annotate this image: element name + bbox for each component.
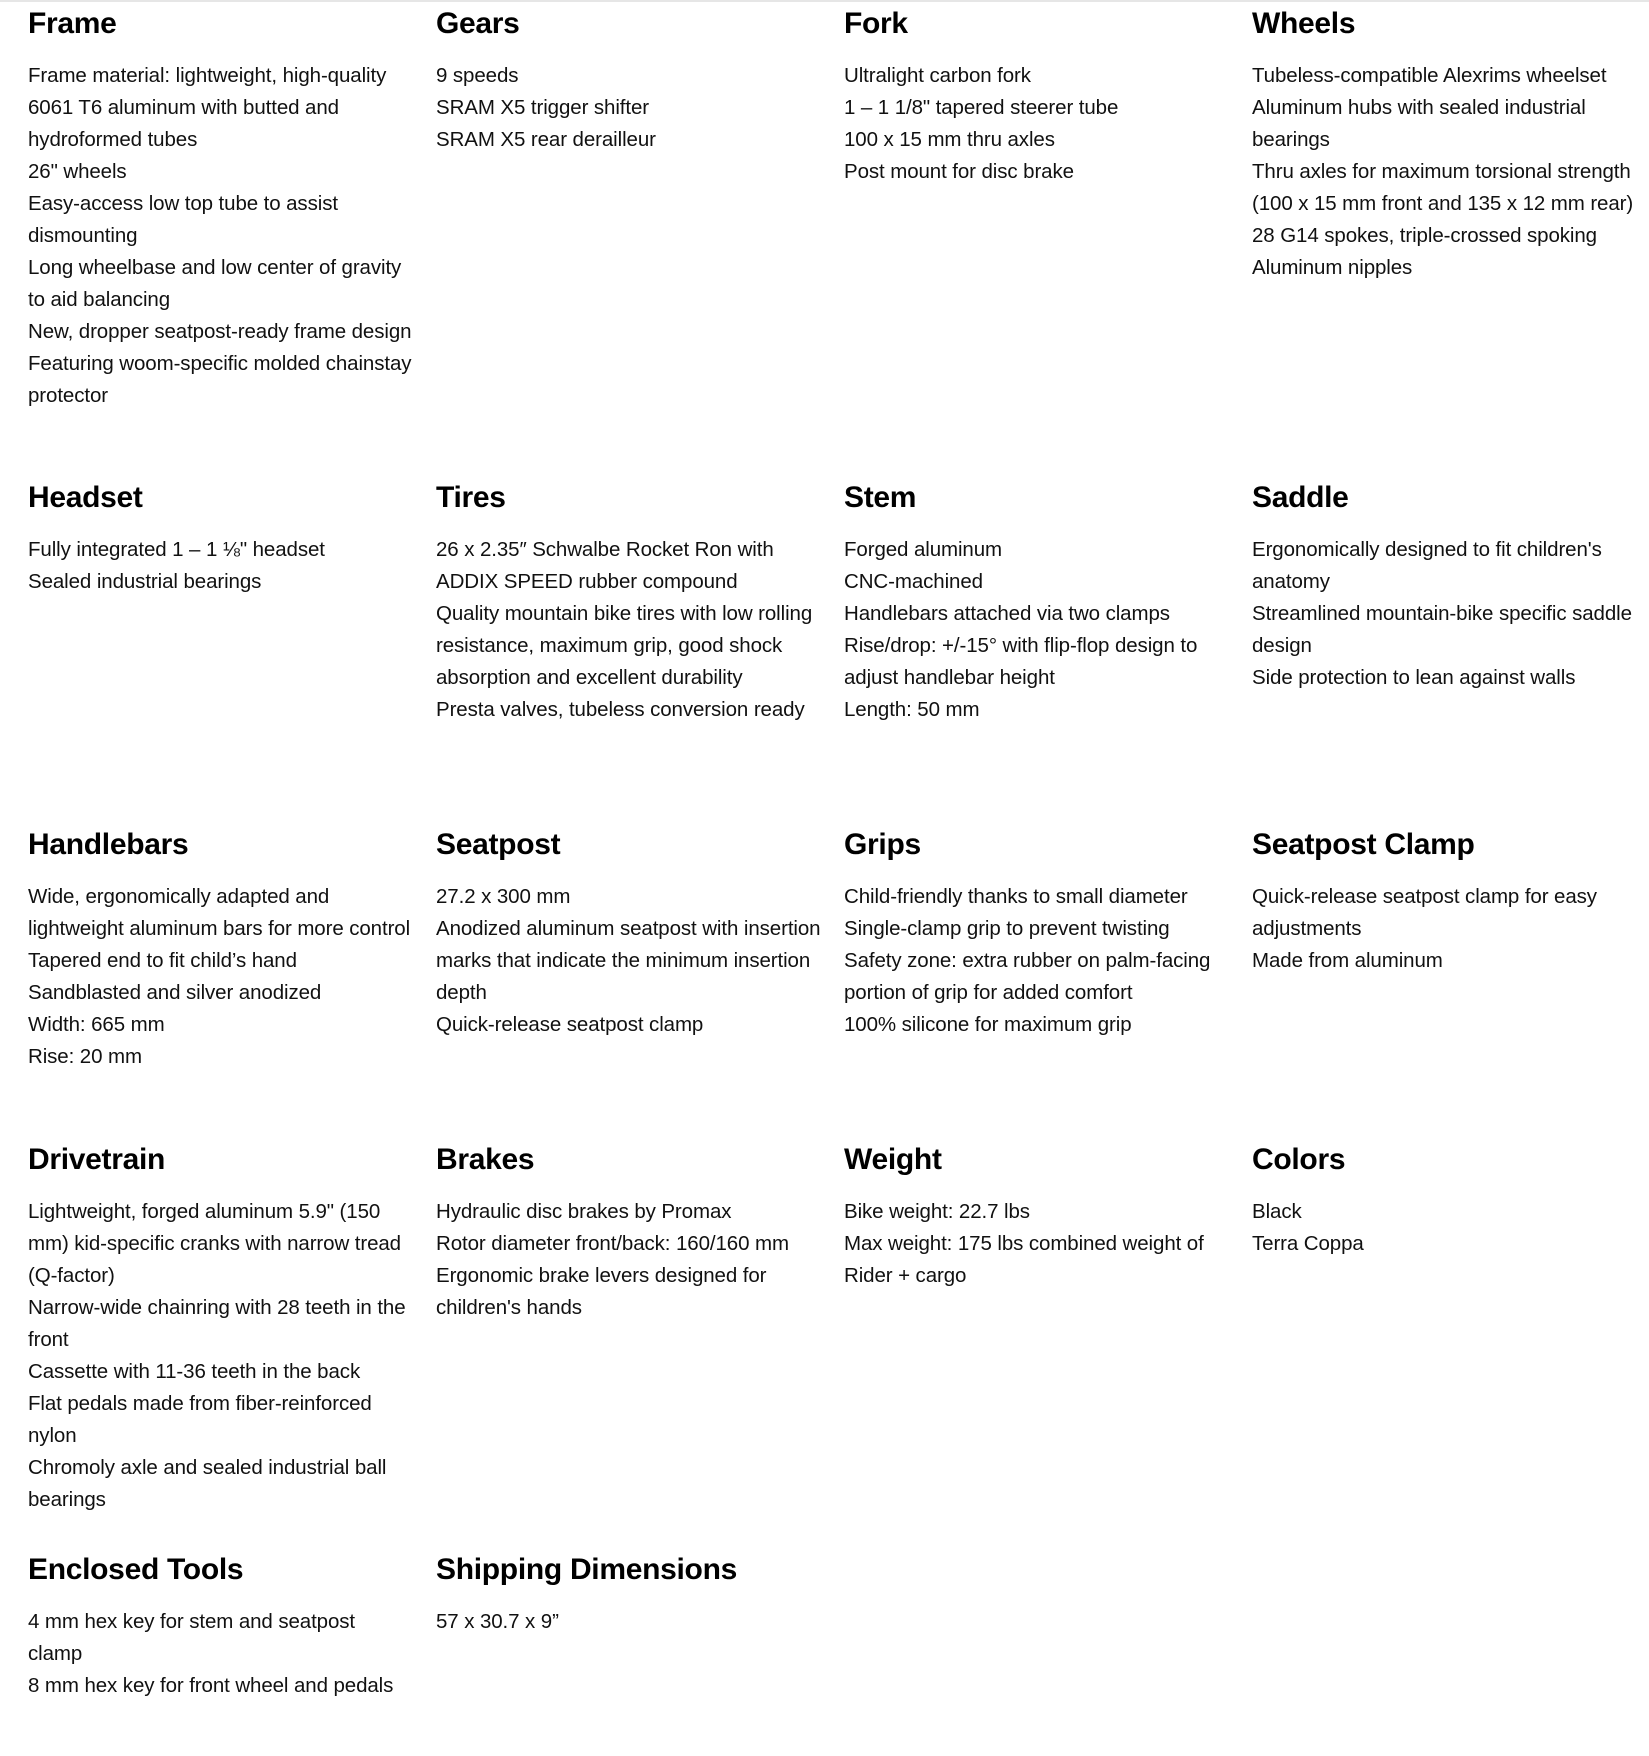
spec-list <box>436 1606 821 1638</box>
spec-item: Featuring woom-specific molded chainstay protector <box>28 352 412 407</box>
spec-item: Side protection to lean against walls <box>1252 666 1576 689</box>
spec-item: Aluminum nipples <box>1252 256 1413 279</box>
spec-item: Long wheelbase and low center of gravity to aid balancing <box>28 256 402 311</box>
spec-list <box>28 60 413 412</box>
spec-section-colors <box>1252 1138 1637 1260</box>
spec-list <box>1252 881 1637 977</box>
section-title: Headset <box>28 481 143 514</box>
spec-item: Tubeless-compatible Alexrims wheelset <box>1252 64 1607 87</box>
spec-item: Rise/drop: +/-15° with flip-flop design to adjust handlebar height <box>844 634 1198 689</box>
spec-item: Child-friendly thanks to small diameter <box>844 885 1188 908</box>
spec-item: SRAM X5 trigger shifter <box>436 96 650 119</box>
spec-item: Rise: 20 mm <box>28 1045 142 1068</box>
spec-list <box>844 534 1229 726</box>
spec-item: Ergonomic brake levers designed for children's hands <box>436 1264 767 1319</box>
spec-item: Rotor diameter front/back: 160/160 mm <box>436 1232 789 1255</box>
spec-item: 26" wheels <box>28 160 127 183</box>
section-title: Handlebars <box>28 828 189 861</box>
section-title: Seatpost <box>436 828 561 861</box>
spec-item: Ergonomically designed to fit children's anatomy <box>1252 538 1602 593</box>
section-title: Saddle <box>1252 481 1349 514</box>
spec-item: CNC-machined <box>844 570 983 593</box>
section-title: Enclosed Tools <box>28 1553 244 1586</box>
spec-section-grips <box>844 823 1229 1041</box>
spec-list <box>1252 60 1637 284</box>
spec-item: Easy-access low top tube to assist dismounting <box>28 192 338 247</box>
spec-list <box>844 881 1229 1041</box>
section-title: Frame <box>28 7 117 40</box>
spec-item: Frame material: lightweight, high-quality 6061 T6 aluminum with butted and hydroformed tubes <box>28 64 387 151</box>
spec-item: Post mount for disc brake <box>844 160 1074 183</box>
spec-item: Width: 665 mm <box>28 1013 165 1036</box>
section-title: Tires <box>436 481 506 514</box>
spec-list <box>436 881 821 1041</box>
spec-item: SRAM X5 rear derailleur <box>436 128 656 151</box>
spec-item: 100 x 15 mm thru axles <box>844 128 1055 151</box>
spec-list <box>436 534 821 726</box>
spec-item: 8 mm hex key for front wheel and pedals <box>28 1674 394 1697</box>
spec-item: Narrow-wide chainring with 28 teeth in the front <box>28 1296 406 1351</box>
spec-item: Quick-release seatpost clamp for easy adjustments <box>1252 885 1597 940</box>
spec-item: Terra Coppa <box>1252 1232 1364 1255</box>
spec-item: Anodized aluminum seatpost with insertion marks that indicate the minimum insertion depth <box>436 917 821 1004</box>
spec-item: 27.2 x 300 mm <box>436 885 571 908</box>
spec-item: Forged aluminum <box>844 538 1003 561</box>
spec-list <box>28 1606 413 1702</box>
spec-section-brakes <box>436 1138 821 1324</box>
spec-section-fork <box>844 2 1229 188</box>
spec-item: Flat pedals made from fiber-reinforced nylon <box>28 1392 372 1447</box>
spec-item: Sandblasted and silver anodized <box>28 981 322 1004</box>
spec-section-shipping-dimensions <box>436 1548 821 1638</box>
section-title: Brakes <box>436 1143 535 1176</box>
spec-item: Aluminum hubs with sealed industrial bearings <box>1252 96 1586 151</box>
spec-list <box>28 881 413 1073</box>
spec-section-headset <box>28 476 413 598</box>
spec-item: Hydraulic disc brakes by Promax <box>436 1200 732 1223</box>
section-title: Fork <box>844 7 908 40</box>
spec-item: 28 G14 spokes, triple-crossed spoking <box>1252 224 1597 247</box>
spec-item: Thru axles for maximum torsional strength (100 x 15 mm front and 135 x 12 mm rear) <box>1252 160 1634 215</box>
spec-item: Streamlined mountain-bike specific saddle design <box>1252 602 1632 657</box>
spec-item: 100% silicone for maximum grip <box>844 1013 1132 1036</box>
spec-item: Single-clamp grip to prevent twisting <box>844 917 1170 940</box>
spec-list <box>28 1196 413 1516</box>
spec-section-drivetrain <box>28 1138 413 1516</box>
section-title: Gears <box>436 7 520 40</box>
spec-item: Sealed industrial bearings <box>28 570 262 593</box>
spec-item: 26 x 2.35″ Schwalbe Rocket Ron with ADDIX SPEED rubber compound <box>436 538 774 593</box>
spec-section-weight <box>844 1138 1229 1292</box>
spec-section-frame <box>28 2 413 412</box>
section-title: Colors <box>1252 1143 1346 1176</box>
spec-item: Wide, ergonomically adapted and lightweight aluminum bars for more control <box>28 885 411 940</box>
spec-list <box>436 60 821 156</box>
section-title: Grips <box>844 828 921 861</box>
spec-item: Black <box>1252 1200 1302 1223</box>
spec-item: Max weight: 175 lbs combined weight of Rider + cargo <box>844 1232 1204 1287</box>
spec-item: 9 speeds <box>436 64 519 87</box>
spec-item: Made from aluminum <box>1252 949 1443 972</box>
spec-list <box>844 1196 1229 1292</box>
spec-item: New, dropper seatpost-ready frame design <box>28 320 412 343</box>
section-title: Stem <box>844 481 917 514</box>
spec-section-stem <box>844 476 1229 726</box>
section-title: Drivetrain <box>28 1143 166 1176</box>
spec-section-seatpost <box>436 823 821 1041</box>
spec-item: 57 x 30.7 x 9” <box>436 1610 559 1633</box>
spec-list <box>436 1196 821 1324</box>
section-title: Seatpost Clamp <box>1252 828 1475 861</box>
spec-section-gears <box>436 2 821 156</box>
spec-section-tires <box>436 476 821 726</box>
spec-item: Handlebars attached via two clamps <box>844 602 1170 625</box>
spec-item: Quick-release seatpost clamp <box>436 1013 704 1036</box>
spec-item: Lightweight, forged aluminum 5.9" (150 mm) kid-specific cranks with narrow tread (Q-factor) <box>28 1200 401 1287</box>
section-title: Shipping Dimensions <box>436 1553 737 1586</box>
spec-section-seatpost-clamp <box>1252 823 1637 977</box>
spec-list <box>1252 1196 1637 1260</box>
spec-item: Safety zone: extra rubber on palm-facing portion of grip for added comfort <box>844 949 1211 1004</box>
spec-item: Bike weight: 22.7 lbs <box>844 1200 1030 1223</box>
spec-section-wheels <box>1252 2 1637 284</box>
section-title: Wheels <box>1252 7 1356 40</box>
spec-section-handlebars <box>28 823 413 1073</box>
spec-list <box>1252 534 1637 694</box>
spec-item: Length: 50 mm <box>844 698 980 721</box>
spec-item: Presta valves, tubeless conversion ready <box>436 698 805 721</box>
spec-list <box>28 534 413 598</box>
spec-list <box>844 60 1229 188</box>
spec-item: Cassette with 11-36 teeth in the back <box>28 1360 361 1383</box>
spec-section-saddle <box>1252 476 1637 694</box>
spec-section-enclosed-tools <box>28 1548 413 1702</box>
spec-item: Tapered end to fit child’s hand <box>28 949 297 972</box>
spec-item: Fully integrated 1 – 1 ⅛" headset <box>28 538 325 561</box>
spec-item: 1 – 1 1/8" tapered steerer tube <box>844 96 1119 119</box>
spec-item: Ultralight carbon fork <box>844 64 1031 87</box>
spec-item: 4 mm hex key for stem and seatpost clamp <box>28 1610 356 1665</box>
section-title: Weight <box>844 1143 942 1176</box>
spec-item: Quality mountain bike tires with low rolling resistance, maximum grip, good shock absorption and excellent durability <box>436 602 813 689</box>
spec-item: Chromoly axle and sealed industrial ball bearings <box>28 1456 387 1511</box>
